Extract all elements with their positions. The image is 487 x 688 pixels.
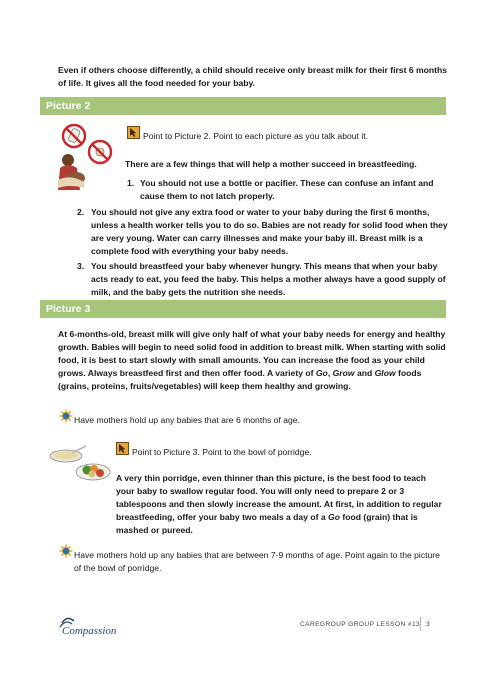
porridge-paragraph [116, 472, 446, 537]
picture-2-illustration [50, 122, 120, 194]
paragraph-text: foods (grains, proteins, fruits/vegetables) will keep them healthy and growing. [58, 368, 422, 391]
pointer-icon [127, 126, 140, 139]
picture-3-instruction: Point to Picture 3. Point to the bowl of porridge. [132, 447, 312, 457]
footer-lesson-label: CAREGROUP GROUP LESSON #13 [300, 621, 421, 628]
section-title: Picture 2 [46, 100, 91, 112]
no-pacifier-icon [89, 141, 111, 163]
paragraph-text: A very thin porridge, even thinner than this picture, is the best food to teach your baby to swallow regular food. You will only need to prepare 2 or 3 tablespoons and then slowly increase the amount. At first, in addition to regular breastfeeding, offer your baby two meals a day of a [116, 473, 442, 522]
list-item-number: 3. [77, 261, 85, 271]
pointer-icon [116, 442, 129, 455]
sun-icon [59, 409, 73, 423]
list-item-number: 2. [77, 207, 85, 217]
glow-word: Glow [374, 368, 396, 378]
porridge-bowl-image [50, 446, 86, 462]
grow-word: Grow [332, 368, 355, 378]
activity-2: Have mothers hold up any babies that are between 7-9 months of age. Point again to the picture of the bowl of porridge. [74, 550, 440, 573]
go-word: Go [315, 368, 328, 378]
section-heading-picture-2 [40, 97, 446, 115]
footer-divider [420, 617, 421, 631]
and-word: and [356, 368, 373, 378]
breastfeeding-mother-image [58, 154, 85, 190]
picture-2-instruction: Point to Picture 2. Point to each picture as you talk about it. [143, 131, 368, 141]
list-item-text: You should not give any extra food or water to your baby during the first 6 months, unless a health worker tells you to do so. Babies are not ready for solid food when they are very young. Water can carry illnesses and make your baby ill. Breast milk is a complete food with everything your baby needs. [91, 207, 448, 256]
picture-2-lead: There are a few things that will help a mother succeed in breastfeeding. [125, 159, 417, 169]
compassion-logo-text: Compassion [62, 625, 117, 637]
food-plate-image [76, 464, 110, 480]
no-bottle-icon [63, 125, 85, 147]
list-item-text: You should not use a bottle or pacifier. These can confuse an infant and cause them to not latch properly. [140, 178, 434, 201]
section-heading-picture-3 [40, 300, 446, 318]
comma: , [327, 368, 331, 378]
activity-1: Have mothers hold up any babies that are 6 months of age. [74, 415, 300, 425]
list-item-text: You should breastfeed your baby whenever hungry. This means that when your baby acts ready to eat, you feed the baby. This helps a mother always have a good supply of milk, and the baby gets the nutrition she needs. [91, 261, 446, 297]
section-title: Picture 3 [46, 303, 91, 315]
paragraph-text: At 6-months-old, breast milk will give only half of what your baby needs for energy and healthy growth. Babies will begin to need solid food in addition to breast milk. When starting with solid food, it is best to start slowly with small amounts. You can increase the food as your child grows. Always breastfeed first and then offer food. A variety of [58, 329, 446, 378]
picture-3-paragraph [58, 328, 450, 393]
go-word: Go [328, 512, 340, 522]
intro-paragraph: Even if others choose differently, a child should receive only breast milk for their first 6 months of life. It gives all the food needed for your baby. [58, 65, 448, 88]
picture-3-illustration [48, 442, 116, 484]
list-item-number: 1. [127, 178, 135, 188]
paragraph-text: food (grain) that is mashed or pureed. [116, 512, 418, 535]
sun-icon [59, 544, 73, 558]
page-number: 3 [426, 621, 430, 628]
